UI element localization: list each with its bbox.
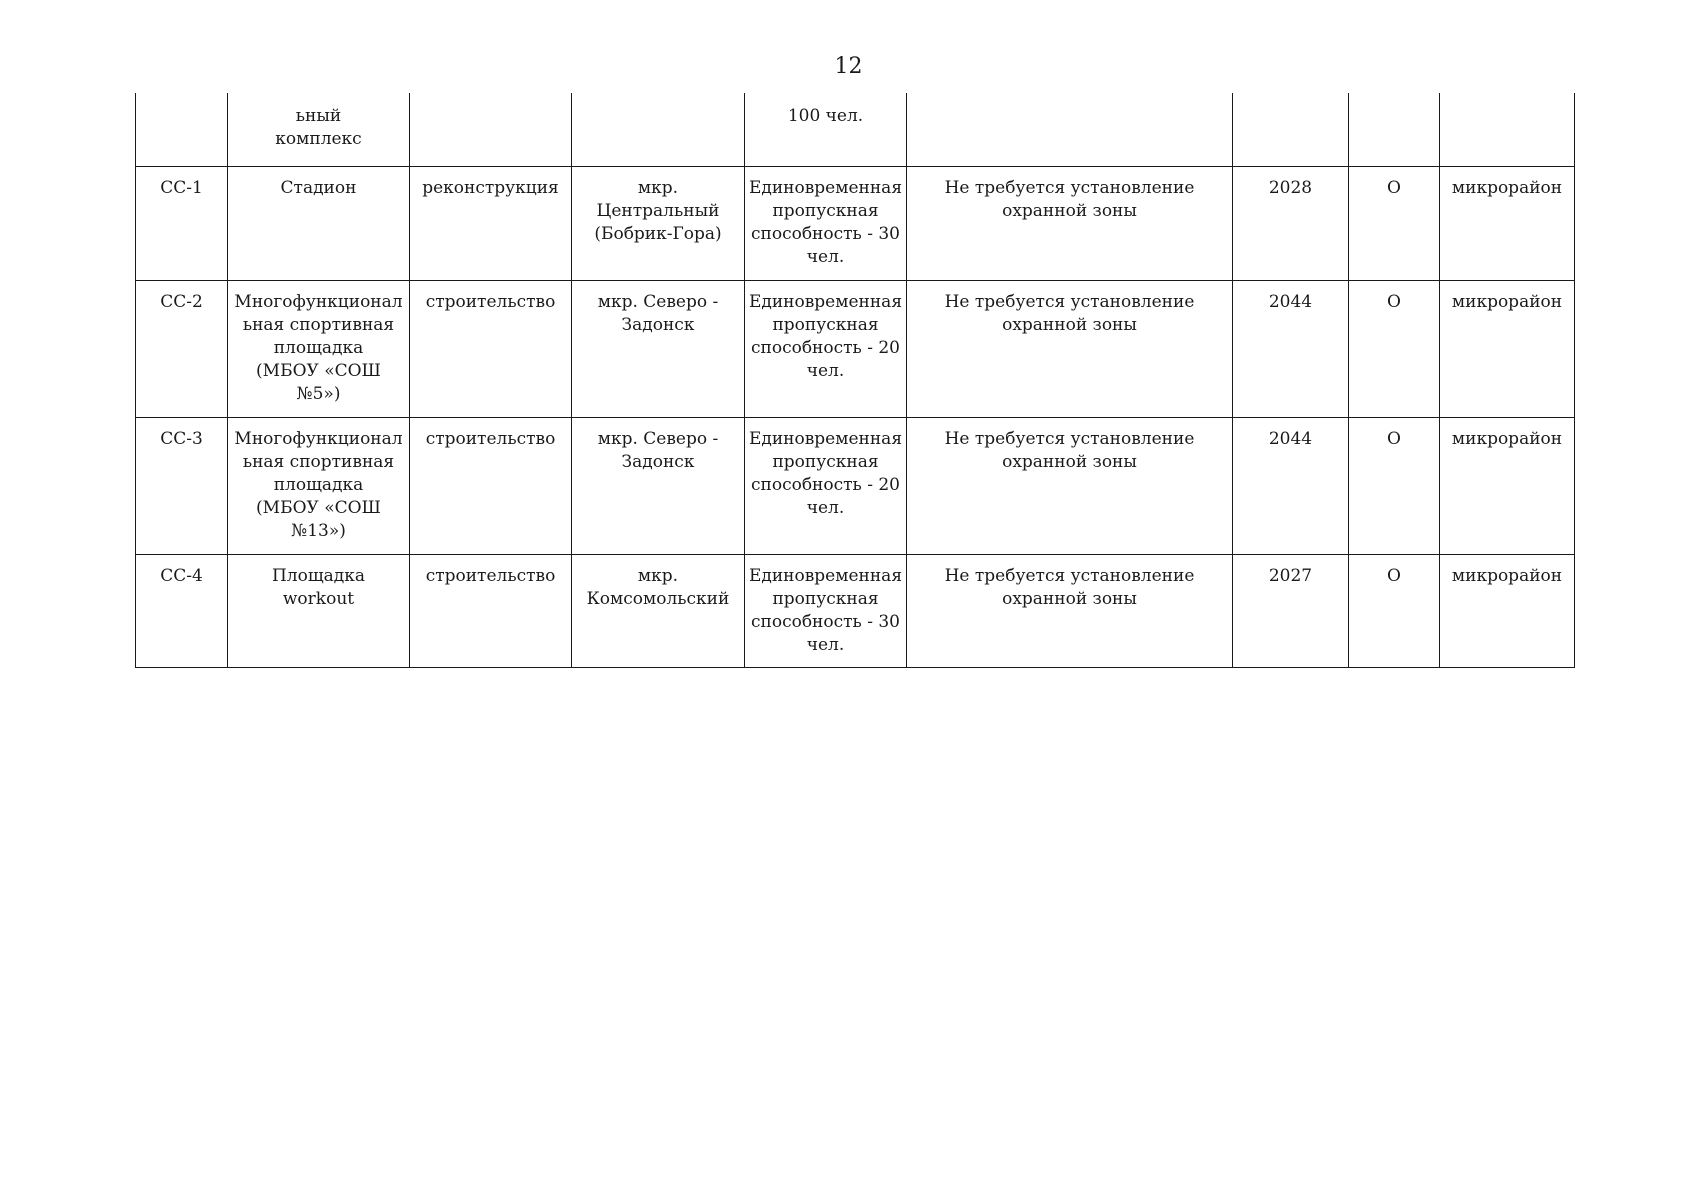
- page-number: 12: [834, 54, 863, 79]
- zone-line: Не требуется установление: [944, 291, 1195, 312]
- capacity-line: Единовременная: [748, 428, 903, 449]
- cell-zone: [907, 93, 1233, 166]
- capacity-line: Единовременная: [748, 291, 903, 312]
- name-line: ьная спортивная: [242, 451, 395, 472]
- name-line: Стадион: [280, 177, 357, 198]
- cell-code: СС-4: [136, 554, 228, 667]
- name-line: площадка: [273, 474, 364, 495]
- name-line: (МБОУ «СОШ: [256, 360, 381, 381]
- zone-line: Не требуется установление: [944, 428, 1195, 449]
- cell-name: [228, 417, 410, 554]
- cell-year: 2044: [1233, 280, 1349, 417]
- capacity-line: способность - 30: [750, 223, 900, 244]
- cell-significance: микрорайон: [1440, 554, 1575, 667]
- cell-location: [572, 417, 745, 554]
- cell-status: О: [1349, 280, 1440, 417]
- cell-code: [136, 93, 228, 166]
- cell-name: [228, 554, 410, 667]
- name-line: №13»): [291, 520, 346, 541]
- zone-line: охранной зоны: [1002, 451, 1137, 472]
- cell-status: О: [1349, 166, 1440, 280]
- location-line: Задонск: [621, 314, 695, 335]
- cell-location: [572, 93, 745, 166]
- cell-significance: микрорайон: [1440, 280, 1575, 417]
- capacity-line: способность - 20: [750, 474, 900, 495]
- cell-work-type: [410, 93, 572, 166]
- facilities-table: [135, 93, 1575, 668]
- capacity-line: чел.: [806, 246, 845, 267]
- capacity-line: чел.: [806, 497, 845, 518]
- cell-status: О: [1349, 554, 1440, 667]
- zone-line: охранной зоны: [1002, 314, 1137, 335]
- cell-zone: [907, 280, 1233, 417]
- cell-year: [1233, 93, 1349, 166]
- location-line: мкр. Северо -: [597, 291, 719, 312]
- table-row: [136, 166, 1575, 280]
- table-row: [136, 280, 1575, 417]
- cell-zone: [907, 554, 1233, 667]
- name-line: ьный: [295, 106, 342, 126]
- capacity-line: 100 чел.: [787, 106, 864, 126]
- cell-location: [572, 554, 745, 667]
- capacity-line: способность - 30: [750, 611, 900, 632]
- cell-code: СС-3: [136, 417, 228, 554]
- zone-line: Не требуется установление: [944, 177, 1195, 198]
- cell-capacity: [745, 417, 907, 554]
- name-line: workout: [282, 588, 355, 609]
- location-line: мкр.: [637, 565, 679, 586]
- table-row: [136, 417, 1575, 554]
- location-line: мкр. Центральный: [596, 177, 720, 221]
- cell-significance: [1440, 93, 1575, 166]
- cell-significance: микрорайон: [1440, 417, 1575, 554]
- zone-line: Не требуется установление: [944, 565, 1195, 586]
- cell-year: 2044: [1233, 417, 1349, 554]
- location-line: Комсомольский: [586, 588, 730, 609]
- capacity-line: пропускная: [772, 314, 879, 335]
- cell-status: О: [1349, 417, 1440, 554]
- cell-location: [572, 280, 745, 417]
- cell-capacity: [745, 93, 907, 166]
- cell-code: СС-2: [136, 280, 228, 417]
- name-line: Многофункционал: [234, 428, 403, 449]
- zone-line: охранной зоны: [1002, 588, 1137, 609]
- cell-capacity: [745, 554, 907, 667]
- location-line: Задонск: [621, 451, 695, 472]
- location-line: (Бобрик-Гора): [594, 223, 722, 244]
- cell-capacity: [745, 280, 907, 417]
- capacity-line: способность - 20: [750, 337, 900, 358]
- cell-name: [228, 93, 410, 166]
- cell-significance: микрорайон: [1440, 166, 1575, 280]
- table-row: [136, 554, 1575, 667]
- capacity-line: чел.: [806, 634, 845, 655]
- cell-zone: [907, 417, 1233, 554]
- name-line: №5»): [296, 383, 341, 404]
- cell-code: СС-1: [136, 166, 228, 280]
- cell-name: [228, 280, 410, 417]
- cell-work-type: реконструкция: [410, 166, 572, 280]
- cell-work-type: строительство: [410, 554, 572, 667]
- name-line: ьная спортивная: [242, 314, 395, 335]
- capacity-line: чел.: [806, 360, 845, 381]
- cell-name: [228, 166, 410, 280]
- capacity-line: Единовременная: [748, 565, 903, 586]
- cell-zone: [907, 166, 1233, 280]
- cell-status: [1349, 93, 1440, 166]
- cell-work-type: строительство: [410, 417, 572, 554]
- capacity-line: Единовременная: [748, 177, 903, 198]
- cell-year: 2027: [1233, 554, 1349, 667]
- name-line: комплекс: [275, 129, 362, 149]
- name-line: площадка: [273, 337, 364, 358]
- table-row-continuation: [136, 93, 1575, 166]
- cell-work-type: строительство: [410, 280, 572, 417]
- zone-line: охранной зоны: [1002, 200, 1137, 221]
- location-line: мкр. Северо -: [597, 428, 719, 449]
- cell-capacity: [745, 166, 907, 280]
- cell-year: 2028: [1233, 166, 1349, 280]
- capacity-line: пропускная: [772, 451, 879, 472]
- cell-location: [572, 166, 745, 280]
- name-line: (МБОУ «СОШ: [256, 497, 381, 518]
- capacity-line: пропускная: [772, 200, 879, 221]
- name-line: Многофункционал: [234, 291, 403, 312]
- name-line: Площадка: [271, 565, 366, 586]
- capacity-line: пропускная: [772, 588, 879, 609]
